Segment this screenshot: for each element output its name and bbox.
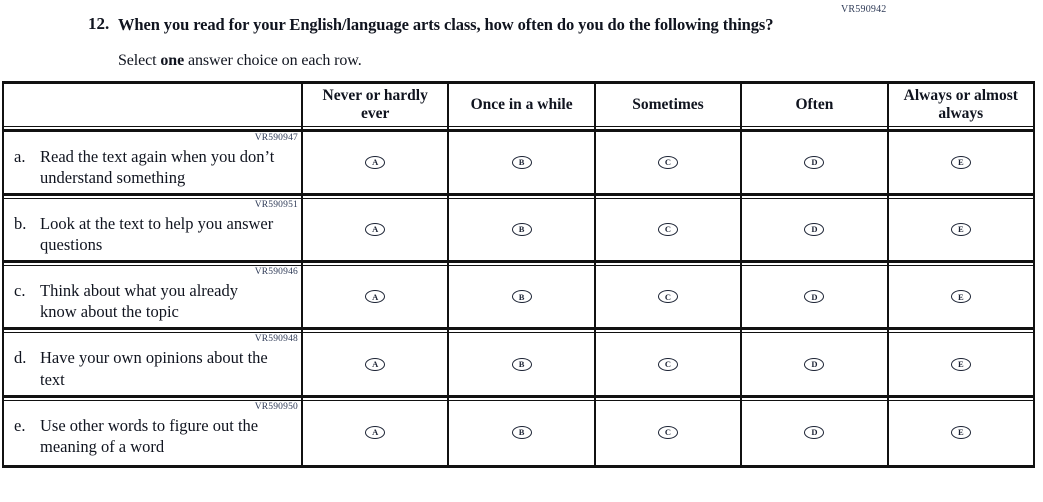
answer-bubble-c-A[interactable] — [365, 290, 385, 303]
answer-cell — [301, 401, 447, 465]
row-label — [12, 213, 301, 255]
answer-cell — [887, 132, 1033, 193]
row-code: VR590947 — [254, 132, 298, 143]
row-label-cell — [4, 266, 301, 327]
row-label-cell — [4, 401, 301, 465]
answer-bubble-b-D[interactable] — [804, 223, 824, 236]
instruction-pre: Select — [118, 51, 161, 69]
answer-bubble-d-D[interactable] — [804, 358, 824, 371]
row-text: Use other words to figure out the meaning of a word — [40, 415, 259, 456]
row-label — [12, 347, 301, 389]
instruction-bold: one — [160, 51, 185, 69]
bubble-letter: E — [957, 358, 964, 369]
row-code: VR590950 — [254, 401, 298, 412]
header-cell-sometimes: Sometimes — [594, 84, 740, 126]
bubble-letter: C — [664, 358, 672, 369]
answer-bubble-e-D[interactable] — [804, 426, 824, 439]
row-code: VR590946 — [254, 267, 298, 278]
bubble-letter: A — [372, 224, 379, 235]
bubble-letter: C — [664, 291, 672, 302]
answer-bubble-a-A[interactable] — [365, 156, 385, 169]
header-cell-once-in-a-while: Once in a while — [447, 84, 593, 126]
bubble-letter: C — [664, 157, 672, 168]
question-line — [88, 14, 1043, 36]
table-row-b — [4, 199, 1033, 260]
answer-bubble-c-B[interactable] — [512, 290, 532, 303]
row-text: Read the text again when you don’t understand something — [40, 146, 275, 187]
answer-bubble-b-E[interactable] — [951, 223, 971, 236]
bubble-letter: B — [518, 157, 525, 168]
answer-cell — [740, 401, 886, 465]
form-code: VR590942 — [841, 4, 887, 15]
question-instruction — [118, 52, 1043, 70]
answer-cell — [301, 333, 447, 394]
answer-cell — [301, 132, 447, 193]
row-text: Look at the text to help you answer questions — [40, 213, 274, 255]
bubble-letter: D — [811, 291, 818, 302]
answer-cell — [740, 266, 886, 327]
answer-cell — [887, 266, 1033, 327]
answer-bubble-c-D[interactable] — [804, 290, 824, 303]
row-letter: b. — [14, 213, 27, 233]
answer-bubble-b-A[interactable] — [365, 223, 385, 236]
answer-bubble-b-B[interactable] — [512, 223, 532, 236]
answer-bubble-c-C[interactable] — [658, 290, 678, 303]
answer-bubble-e-C[interactable] — [658, 426, 678, 439]
answer-bubble-e-B[interactable] — [512, 426, 532, 439]
answer-bubble-d-E[interactable] — [951, 358, 971, 371]
question-text: When you read for your English/language arts class, how often do you do the following things? — [118, 15, 774, 34]
table-row-c — [4, 266, 1033, 327]
answer-bubble-a-C[interactable] — [658, 156, 678, 169]
bubble-letter: E — [957, 291, 964, 302]
answer-cell — [887, 401, 1033, 465]
row-label — [12, 146, 301, 188]
row-text: Have your own opinions about the text — [40, 348, 268, 389]
bubble-letter: C — [664, 427, 672, 438]
row-code: VR590948 — [254, 334, 298, 345]
response-table — [2, 81, 1035, 468]
answer-cell — [740, 199, 886, 260]
answer-cell — [594, 132, 740, 193]
bubble-letter: A — [372, 427, 379, 438]
header-cell-always: Always or almost always — [887, 84, 1033, 126]
answer-bubble-e-A[interactable] — [365, 426, 385, 439]
answer-cell — [301, 199, 447, 260]
answer-cell — [594, 401, 740, 465]
answer-cell — [447, 401, 593, 465]
answer-cell — [447, 199, 593, 260]
table-row-d — [4, 333, 1033, 394]
row-label-cell — [4, 199, 301, 260]
bubble-letter: E — [957, 427, 964, 438]
bubble-letter: D — [811, 427, 818, 438]
answer-cell — [447, 266, 593, 327]
answer-bubble-a-E[interactable] — [951, 156, 971, 169]
bubble-letter: D — [811, 157, 818, 168]
answer-bubble-c-E[interactable] — [951, 290, 971, 303]
answer-bubble-e-E[interactable] — [951, 426, 971, 439]
header-cell-never: Never or hardly ever — [301, 84, 447, 126]
bubble-letter: B — [518, 358, 525, 369]
answer-cell — [740, 333, 886, 394]
answer-cell — [447, 333, 593, 394]
table-header-row — [4, 84, 1033, 126]
bubble-letter: C — [664, 224, 672, 235]
row-label — [12, 415, 301, 457]
bubble-letter: B — [518, 291, 525, 302]
bubble-letter: E — [957, 157, 964, 168]
instruction-post: answer choice on each row. — [184, 51, 362, 69]
answer-cell — [447, 132, 593, 193]
bubble-letter: B — [518, 427, 525, 438]
answer-cell — [594, 333, 740, 394]
bubble-letter: D — [811, 224, 818, 235]
answer-cell — [594, 199, 740, 260]
row-letter: d. — [14, 348, 27, 368]
bubble-letter: D — [811, 358, 818, 369]
table-row-e — [4, 401, 1033, 465]
bubble-letter: A — [372, 157, 379, 168]
bubble-letter: E — [957, 224, 964, 235]
row-text: Think about what you already know about the topic — [40, 281, 238, 322]
answer-cell — [887, 333, 1033, 394]
answer-cell — [301, 266, 447, 327]
table-row-a — [4, 132, 1033, 193]
bubble-letter: A — [372, 358, 379, 369]
header-cell-often: Often — [740, 84, 886, 126]
answer-bubble-d-C[interactable] — [658, 358, 678, 371]
answer-bubble-a-D[interactable] — [804, 156, 824, 169]
bubble-letter: A — [372, 291, 379, 302]
row-letter: e. — [14, 415, 26, 435]
answer-cell — [740, 132, 886, 193]
row-letter: c. — [14, 281, 26, 301]
question-block — [0, 0, 1043, 70]
answer-bubble-b-C[interactable] — [658, 223, 678, 236]
row-label — [12, 280, 301, 322]
answer-cell — [887, 199, 1033, 260]
answer-bubble-d-B[interactable] — [512, 358, 532, 371]
row-label-cell — [4, 333, 301, 394]
answer-bubble-d-A[interactable] — [365, 358, 385, 371]
row-label-cell — [4, 132, 301, 193]
answer-cell — [594, 266, 740, 327]
bubble-letter: B — [518, 224, 525, 235]
question-number: 12. — [88, 14, 110, 33]
row-letter: a. — [14, 146, 26, 166]
header-cell-empty — [4, 84, 301, 126]
answer-bubble-a-B[interactable] — [512, 156, 532, 169]
row-code: VR590951 — [254, 199, 298, 210]
